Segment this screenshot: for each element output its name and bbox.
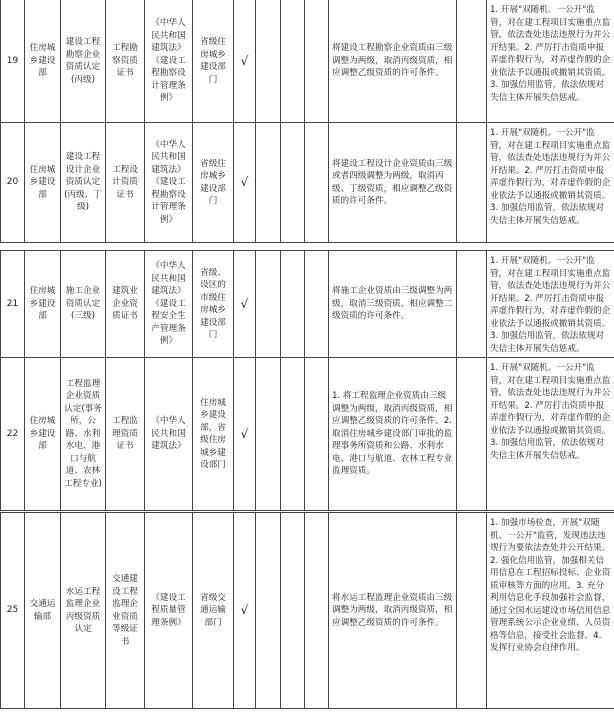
legal-basis-cell: 《中华人民共和国建筑法》《建设工程勘察设计管理条例》	[145, 0, 193, 123]
checkmark-cell: √	[234, 251, 256, 358]
certificate-cell: 建筑业企业资质证书	[106, 251, 145, 358]
supervision-measures-cell: 1. 开展"双随机、一公开"监管，对在建工程项目实施重点监管，依法查处违法违规行为并公开结果。2. 严厉打击资质申报弄虚作假行为，对弄虚作假的企业依法予以通报或撤销其资质。3. 加强信用监管，依法依规对失信主体开展失信惩戒。	[487, 123, 614, 243]
supervision-measures-cell: 1. 开展"双随机、一公开"监管，对在建工程项目实施重点监管，依法查处违法违规行为并公开结果。2. 严厉打击资质申报弄虚作假行为，对弄虚作假的企业依法予以通报或撤销其资质。3. 加强信用监管，依法依规对失信主体开展失信惩戒。	[487, 358, 614, 511]
table-row	[1, 513, 614, 709]
empty-cell	[281, 123, 305, 243]
empty-cell	[281, 513, 305, 709]
reform-content-cell: 将建设工程勘察企业资质由三级调整为两级，取消丙级资质，相应调整乙级资质的许可条件。	[329, 0, 457, 123]
certificate-cell: 工程监理资质证书	[106, 358, 145, 511]
supervision-measures-cell: 1. 开展"双随机、一公开"监管，对在建工程项目实施重点监管，依法查处违法违规行为并公开结果。2. 严厉打击资质申报弄虚作假行为，对弄虚作假的企业依法予以通报或撤销其资质。3. 加强信用监管，依法依规对失信主体开展失信惩戒。	[487, 0, 614, 123]
checkmark-cell: √	[234, 123, 256, 243]
reform-content-cell: 将施工企业资质由三级调整为两级，取消三级资质，相应调整二级资质的许可条件。	[329, 251, 457, 358]
authority-cell: 省级住房城乡建设部门	[193, 0, 234, 123]
supervision-measures-cell: 1. 开展"双随机、一公开"监管，对在建工程项目实施重点监管，依法查处违法违规行为并公开结果。2. 严厉打击资质申报弄虚作假行为，对弄虚作假的企业依法予以通报或撤销其资质。3. 加强信用监管，依法依规对失信主体开展失信惩戒。	[487, 251, 614, 358]
table-row	[1, 251, 614, 358]
item-name-cell: 建设工程勘察企业资质认定(丙级)	[61, 0, 106, 123]
empty-cell	[281, 251, 305, 358]
empty-cell	[457, 513, 487, 709]
empty-cell	[457, 358, 487, 511]
legal-basis-cell: 《建设工程质量管理条例》	[145, 513, 193, 709]
certificate-cell: 工程勘察资质证书	[106, 0, 145, 123]
row-number: 19	[1, 0, 25, 123]
empty-cell	[305, 513, 329, 709]
empty-cell	[256, 251, 281, 358]
item-name-cell: 施工企业资质认定(三级)	[61, 251, 106, 358]
authority-cell: 省级住房城乡建设部门	[193, 123, 234, 243]
empty-cell	[256, 123, 281, 243]
checkmark-cell: √	[234, 358, 256, 511]
certificate-cell: 交通建设工程监理企业资质等级证书	[106, 513, 145, 709]
empty-cell	[256, 0, 281, 123]
reform-content-cell: 1. 将工程监理企业资质由三级调整为两级，取消丙级资质，相应调整乙级资质的许可条件。2. 取消住房城乡建设部门审批的监理事务所资质和公路、水利水电、港口与航道、农林工程专业监理资质。	[329, 358, 457, 511]
item-name-cell: 水运工程监理企业丙级资质认定	[61, 513, 106, 709]
authority-cell: 省级交通运输部门	[193, 513, 234, 709]
legal-basis-cell: 《中华人民共和国建筑法》《建设工程安全生产管理条例》	[145, 251, 193, 358]
checkmark-cell: √	[234, 0, 256, 123]
checkmark-cell: √	[234, 513, 256, 709]
empty-cell	[256, 358, 281, 511]
table-row	[1, 123, 614, 243]
empty-cell	[457, 0, 487, 123]
row-number: 21	[1, 251, 25, 358]
authority-cell: 省级、设区的市级住房城乡建设部门	[193, 251, 234, 358]
permit-table-part-1	[0, 0, 614, 243]
empty-cell	[305, 123, 329, 243]
table-row	[1, 0, 614, 123]
reform-content-cell: 将水运工程监理企业资质由三级调整为两级，取消丙级资质，相应调整乙级资质的许可条件。	[329, 513, 457, 709]
row-number: 22	[1, 358, 25, 511]
authority-cell: 住房城乡建设部，省级住房城乡建设部门	[193, 358, 234, 511]
row-number: 25	[1, 513, 25, 709]
empty-cell	[281, 358, 305, 511]
table-row	[1, 358, 614, 511]
department-cell: 住房城乡建设部	[25, 0, 61, 123]
item-name-cell: 建设工程设计企业资质认定(丙级、丁级)	[61, 123, 106, 243]
supervision-measures-cell: 1. 加强市场检查，开展"双随机、一公开"监管，发现违法违规行为要依法查处并公开结果。2. 强化信用监管，加强相关信用信息在工程招标投标、企业资质审核等方面的应用。3. 充分利用信息化手段加强社会监督，通过全国水运建设市场信用信息管理系统公示企业业绩、人员资格等信息，接受社会监督。4. 发挥行业协会自律作用。	[487, 513, 614, 709]
empty-cell	[305, 251, 329, 358]
legal-basis-cell: 《中华人民共和国建筑法》	[145, 358, 193, 511]
empty-cell	[305, 358, 329, 511]
department-cell: 住房城乡建设部	[25, 123, 61, 243]
empty-cell	[457, 251, 487, 358]
permit-table-part-2	[0, 250, 614, 511]
department-cell: 交通运输部	[25, 513, 61, 709]
empty-cell	[457, 123, 487, 243]
reform-content-cell: 将建设工程设计企业资质由三级或者四级调整为两级，取消丙级、丁级资质，相应调整乙级资质的许可条件。	[329, 123, 457, 243]
legal-basis-cell: 《中华人民共和国建筑法》《建设工程勘察设计管理条例》	[145, 123, 193, 243]
empty-cell	[305, 0, 329, 123]
certificate-cell: 工程设计资质证书	[106, 123, 145, 243]
item-name-cell: 工程监理企业资质认定(事务所，公路、水利水电、港口与航道、农林工程专业)	[61, 358, 106, 511]
row-number: 20	[1, 123, 25, 243]
permit-table-part-3	[0, 512, 614, 709]
empty-cell	[256, 513, 281, 709]
department-cell: 住房城乡建设部	[25, 251, 61, 358]
empty-cell	[281, 0, 305, 123]
department-cell: 住房城乡建设部	[25, 358, 61, 511]
